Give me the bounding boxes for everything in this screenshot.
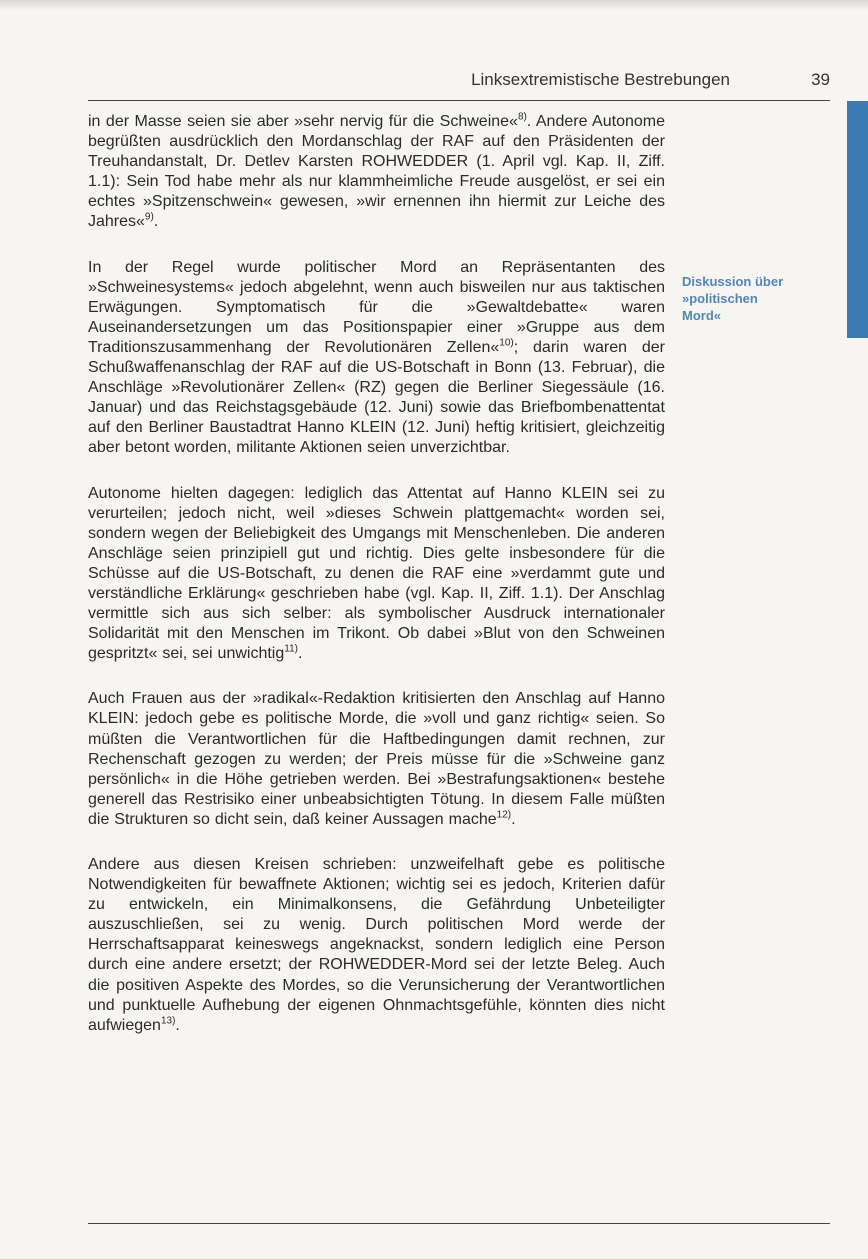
paragraph-text: ; darin waren der Schußwaffenanschlag der RAF auf die US-Botschaft in Bonn (13. Februar), die Anschläge »Revolutionärer Zellen« (RZ) gegen die Berliner Siegessäule (16. Januar) und das Reichstagsgebäude (12. Juni) sowie das Briefbombenattentat auf den Berliner Baustadtrat Hanno KLEIN (12. Juni) heftig kritisiert, gleichzeitig aber betont worden, militante Aktionen seien unverzichtbar. xyxy=(88,338,666,457)
paragraph-text: . Andere Autonome begrüßten ausdrücklich den Mordanschlag der RAF auf den Präsidenten der Treuhandanstalt, Dr. Detlev Karsten ROHWEDDER (1. April vgl. Kap. II, Ziff. 1.1): Sein Tod habe mehr als nur klammheimliche Freude ausgelöst, er sei ein echtes »Spitzenschwein« gewesen, »wir ernennen ihn hiermit zur Leiche des Jahres« xyxy=(88,113,665,231)
paragraph-text: . xyxy=(511,810,516,828)
paragraph-text: . xyxy=(153,213,159,231)
margin-note-line: Mord« xyxy=(682,308,721,323)
footnote-ref: 13) xyxy=(160,1015,176,1027)
paragraph xyxy=(88,855,665,1036)
footnote-ref: 12) xyxy=(496,809,512,821)
page-header xyxy=(88,70,830,98)
margin-note xyxy=(682,273,822,324)
margin-note-line: Diskussion über xyxy=(682,274,784,289)
footnote-ref: 11) xyxy=(284,643,298,655)
footnote-ref: 9) xyxy=(144,212,154,224)
scan-edge-shadow xyxy=(0,0,868,10)
chapter-thumb-tab xyxy=(847,101,868,338)
paragraph xyxy=(88,258,665,459)
paragraph-text: Andere aus diesen Kreisen schrieben: unzweifelhaft gebe es politische Notwendigkeiten für bewaffnete Aktionen; wichtig sei es jedoch, Kriterien dafür zu entwickeln, ein Minimalkonsens, die Gefährdung Unbeteiligter auszuschließen, sei zu wenig. Durch politischen Mord werde der Herrschaftsapparat keineswegs angeknackst, sondern lediglich eine Person durch eine andere ersetzt; der ROHWEDDER-Mord sei der letzte Beleg. Auch die positiven Aspekte des Mordes, so die Verunsicherung der Verantwortlichen und punktuelle Aufhebung der eigenen Ohnmachtsgefühle, könnten dies nicht aufwiegen xyxy=(88,856,665,1034)
header-rule xyxy=(88,100,830,101)
page-number: 39 xyxy=(811,70,830,89)
running-title: Linksextremistische Bestrebungen xyxy=(471,70,730,89)
paragraph xyxy=(88,689,665,830)
paragraph xyxy=(88,484,665,665)
paragraph-text: . xyxy=(297,645,303,663)
main-text xyxy=(88,112,665,1061)
margin-note-line: »politischen xyxy=(682,291,758,306)
paragraph-text: Auch Frauen aus der »radikal«-Redaktion kritisierten den Anschlag auf Hanno KLEIN: jedoch gebe es politische Morde, die »voll und ganz richtig« seien. So müßten die Verantwortlichen für die Haftbedingungen damit rechnen, zur Rechenschaft gezogen zu werden; der Preis müsse für die »Schweine ganz persönlich« in die Höhe getrieben werden. Bei »Bestrafungsaktionen« bestehe generell das Restrisiko einer unbeabsichtigten Tötung. In diesem Falle müßten die Strukturen so dicht sein, daß keiner Aussagen mache xyxy=(88,690,665,828)
paragraph xyxy=(88,112,665,233)
footnote-ref: 8) xyxy=(517,111,527,123)
footer-rule xyxy=(88,1223,830,1224)
paragraph-text: in der Masse seien sie aber »sehr nervig für die Schweine« xyxy=(88,113,518,130)
paragraph-text: In der Regel wurde politischer Mord an Repräsentanten des »Schweinesystems« jedoch abgelehnt, wenn auch bisweilen nur aus taktischen Erwägungen. Symptomatisch für die »Gewaltdebatte« waren Auseinandersetzungen um das Positionspapier einer »Gruppe aus dem Traditionszusammenhang der Revolutionären Zellen« xyxy=(88,258,665,356)
paragraph-text: Autonome hielten dagegen: lediglich das Attentat auf Hanno KLEIN sei zu verurteilen; jedoch nicht, weil »dieses Schwein plattgemacht« worden sei, sondern wegen der Beliebigkeit des Umgangs mit Menschenleben. Die anderen Anschläge seien prinzipiell gut und richtig. Dies gelte insbesondere für die Schüsse auf die US-Botschaft, zu denen die RAF eine »verdammt gute und verständliche Erklärung« geschrieben habe (vgl. Kap. II, Ziff. 1.1). Der Anschlag vermittle sich aus sich selber: als symbolischer Ausdruck internationaler Solidarität mit den Menschen im Trikont. Ob dabei »Blut von den Schweinen gespritzt« sei, sei unwichtig xyxy=(88,484,665,663)
paragraph-text: . xyxy=(175,1016,180,1034)
footnote-ref: 10) xyxy=(499,337,514,349)
